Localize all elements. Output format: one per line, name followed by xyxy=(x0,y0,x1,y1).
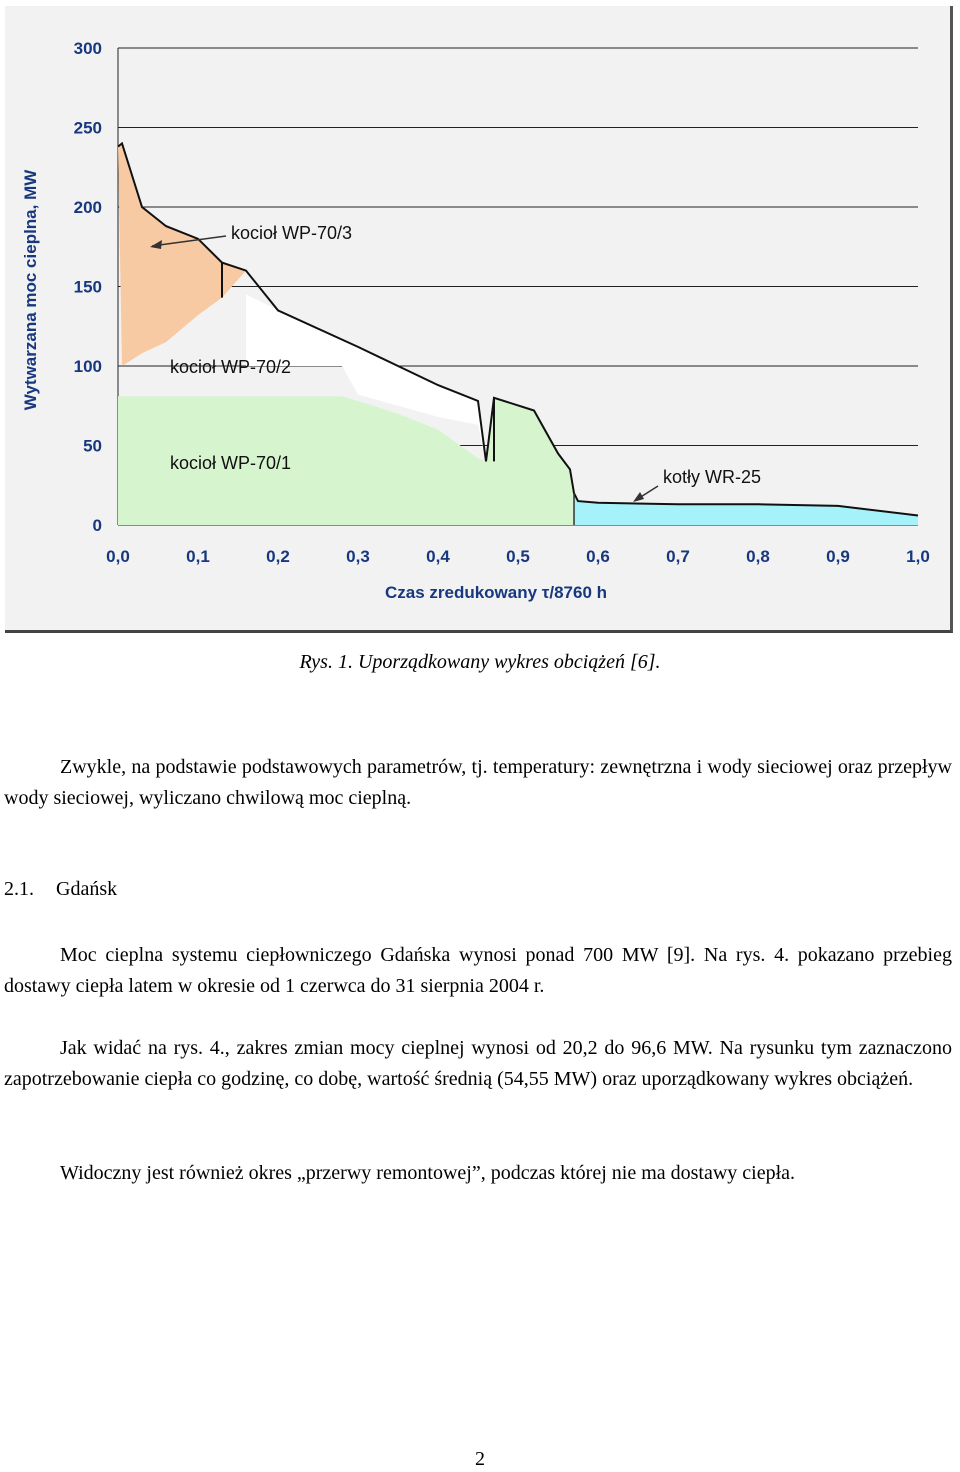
x-tick-label: 1,0 xyxy=(906,547,930,566)
x-tick-label: 0,9 xyxy=(826,547,850,566)
annotation-wr25 xyxy=(633,467,761,502)
y-tick-label: 300 xyxy=(73,39,102,58)
annotation-wp70-2 xyxy=(170,357,291,377)
y-tick-label: 50 xyxy=(83,436,102,456)
figure-caption: Rys. 1. Uporządkowany wykres obciążeń [6]. xyxy=(299,651,661,673)
x-tick-label: 0,2 xyxy=(266,547,290,566)
y-axis-title: Wytwarzana moc cieplna, MW xyxy=(21,169,40,411)
y-tick-label: 200 xyxy=(73,198,102,217)
paragraph: Moc cieplna systemu ciepłowniczego Gdańska wynosi ponad 700 MW [9]. Na rys. 4. pokazano przebieg dostawy ciepła latem w okresie od 1 czerwca do 31 sierpnia 2004 r. xyxy=(4,944,952,997)
section-number: 2.1. xyxy=(4,878,34,900)
y-tick-label: 250 xyxy=(73,118,102,138)
annotation-label: kocioł WP-70/3 xyxy=(231,223,353,243)
y-tick-label: 0 xyxy=(92,516,102,535)
area-kocio-wp-70-3 xyxy=(118,143,246,366)
x-tick-label: 0,8 xyxy=(746,547,770,566)
x-tick-label: 0,4 xyxy=(426,547,450,566)
paragraph: Zwykle, na podstawie podstawowych parametrów, tj. temperatury: zewnętrzna i wody sieciowej oraz przepływ wody sieciowej, wyliczano chwilową moc cieplną. xyxy=(4,756,952,809)
section-heading xyxy=(4,878,117,901)
x-tick-label: 0,6 xyxy=(586,547,610,566)
x-tick-label: 0,7 xyxy=(666,547,690,566)
page-number: 2 xyxy=(475,1448,485,1470)
x-tick-label: 0,1 xyxy=(186,547,210,566)
section-title: Gdańsk xyxy=(56,878,118,900)
paragraph: Jak widać na rys. 4., zakres zmian mocy cieplnej wynosi od 20,2 do 96,6 MW. Na rysunku tym zaznaczono zapotrzebowanie ciepła co godzinę, co dobę, wartość średnią (54,55 MW) oraz uporządkowany wykres obciążeń. xyxy=(4,1037,952,1090)
y-tick-label: 100 xyxy=(73,357,102,376)
x-tick-label: 0,5 xyxy=(506,547,530,566)
annotation-wp70-1 xyxy=(170,453,291,473)
paragraph: Widoczny jest również okres „przerwy remontowej”, podczas której nie ma dostawy ciepła. xyxy=(60,1162,796,1184)
annotation-label: kocioł WP-70/2 xyxy=(170,357,292,377)
annotation-label: kotły WR-25 xyxy=(663,467,762,487)
x-tick-labels xyxy=(106,547,930,566)
x-tick-label: 0,3 xyxy=(346,547,370,566)
annotation-label: kocioł WP-70/1 xyxy=(170,453,292,473)
y-tick-label: 150 xyxy=(73,277,102,297)
y-tick-labels xyxy=(74,39,102,535)
x-tick-label: 0,0 xyxy=(106,547,130,566)
load-duration-chart xyxy=(0,0,960,640)
arrowhead-icon xyxy=(633,492,644,502)
x-axis-title: Czas zredukowany τ/8760 h xyxy=(384,583,608,602)
